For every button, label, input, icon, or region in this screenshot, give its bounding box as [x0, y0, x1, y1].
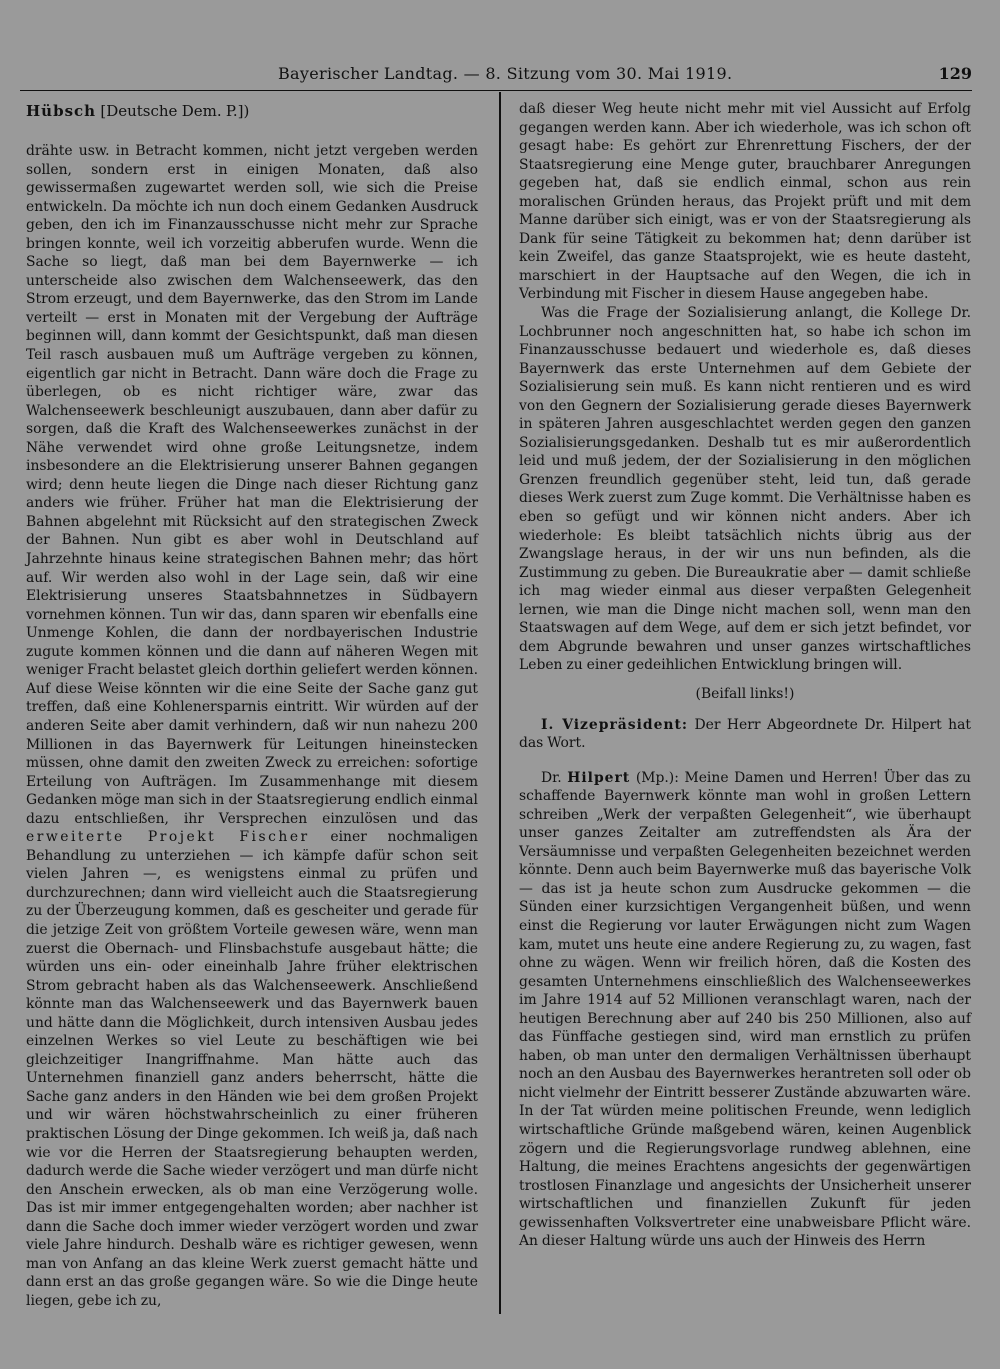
header-title: Bayerischer Landtag. — 8. Sitzung vom 30. Mai 1919.: [278, 64, 733, 83]
body-text-part-2: einer nochmaligen Behandlung zu unterziehen — ich kämpfe dafür schon seit vielen Jahren —, es wenigstens einmal zu prüfen und durchzurechnen; dann wird vielleicht auch die Staatsregierung zu der Überzeugung kommen, daß es gescheiter und gerade für die jetzige Zeit von größtem Vorteile gewesen wäre, wenn man zuerst die Obernach- und Flinsbachstufe ausgebaut hätte; die würden uns ein- oder eineinhalb Jahre früher elektrischen Strom gebracht haben als das Walchenseewerk. Anschließend könnte man das Walchenseewerk und das Bayernwerk bauen und hätte dann die Möglichkeit, durch intensiven Ausbau jedes einzelnen Werkes so viel Leute zu beschäftigen wie bei gleichzeitiger Inangriffnahme. Man hätte auch das Unternehmen finanziell ganz anders beherrscht, hätte die Sache ganz anders in den Händen wie bei dem großen Projekt und wir wären höchstwahrscheinlich zu einer früheren praktischen Lösung der Dinge gekommen. Ich weiß ja, daß nach wie vor die Herren der Staatsregierung behaupten werden, dadurch werde die Sache wieder verzögert und man dürfe nicht den Anschein erwecken, als ob man eine Verzögerung wolle. Das ist mir immer entgegengehalten worden; aber nachher ist dann die Sache doch immer wieder verzögert worden und zwar viele Jahre hindurch. Deshalb wäre es richtiger gewesen, wenn man von Anfang an das kleine Werk zuerst gemacht hätte und dann erst an das große gegangen wäre. So wie die Dinge heute liegen, gebe ich zu,: [26, 829, 478, 1309]
vice-president-label: I. Vizepräsident:: [541, 716, 689, 733]
column-divider: [499, 92, 501, 1314]
speaker-party-hilpert: (Mp.):: [635, 769, 679, 786]
speech-hilpert: [519, 769, 971, 1251]
page-number: 129: [938, 64, 972, 83]
applause-note: (Beifall links!): [695, 685, 795, 702]
body-paragraph: [26, 142, 478, 1310]
paragraph-socialization-part-2: mag wieder einmal aus dieser verpaßten Gelegenheit lernen, wie man die Dinge nicht machen soll, wenn man den Staatswagen auf dem Wege, auf dem er sich jetzt befindet, vor dem Abgrunde bewahren und unser ganzes wirtschaftliches Leben zu einer gedeihlichen Entwicklung bringen will.: [519, 583, 971, 674]
speaker-name: Hübsch: [26, 102, 97, 120]
vice-president-text: Der Herr Abgeordnete Dr. Hilpert hat das Wort.: [519, 716, 971, 752]
right-column: [519, 100, 971, 1251]
page-header: [20, 62, 972, 91]
speaker-heading: [26, 100, 478, 122]
speaker-title: Dr.: [541, 769, 562, 786]
vice-president-statement: [519, 716, 971, 753]
paragraph-socialization: [519, 304, 971, 675]
speaker-party: [Deutsche Dem. P.]): [100, 102, 250, 120]
spaced-phrase: erweiterte Projekt Fischer: [26, 829, 310, 846]
paragraph-continued: daß dieser Weg heute nicht mehr mit viel Aussicht auf Erfolg gegangen werden kann. Aber ich wiederhole, was ich schon oft gesagt habe: Es gehört zur Ehrenrettung Fischers, der der Staatsregierung eine Menge guter, brauchbarer Anregungen gegeben hat, daß sie endlich einmal, schon aus rein moralischen Gründen heraus, das Projekt prüft und mit dem Manne darüber sich einigt, was er von der Staatsregierung als Dank für seine Tätigkeit zu bekommen hat; denn darüber ist kein Zweifel, das ganze Staatsprojekt, wie es heute dasteht, marschiert in der Hauptsache auf den Wegen, die ich in Verbindung mit Fischer in diesem Hause angegeben habe.: [519, 101, 971, 303]
paragraph-socialization-part-1: Was die Frage der Sozialisierung anlangt, die Kollege Dr. Lochbrunner noch angeschnitten hat, so habe ich schon im Finanzausschusse bedauert und wiederhole es, daß dieses Bayernwerk das erste Unternehmen auf dem Gebiete der Sozialisierung sein muß. Es kann nicht rentieren und es wird von den Gegnern der Sozialisierung gerade dieses Bayernwerk in späteren Jahren ausgeschlachtet werden gegen den ganzen Sozialisierungsgedanken. Deshalb tut es mir außerordentlich leid und muß jedem, der der Sozialisierung in den möglichen Grenzen freundlich gegenüber steht, leid tun, daß gerade dieses Werk zuerst zum Zuge kommt. Die Verhältnisse haben es eben so gefügt und wir können nicht anders. Aber ich wiederhole: Es bleibt tatsächlich nichts übrig aus der Zwangslage heraus, in der wir uns nun befinden, als die Zustimmung zu geben. Die Bureaukratie aber — damit schließe ich: [519, 305, 971, 600]
speech-text: Meine Damen und Herren! Über das zu schaffende Bayernwerk könnte man wohl in großen Lettern schreiben „Werk der verpaßten Gelegenheit“, wie überhaupt unser ganzes Zeitalter am zutreffendsten als Ära der Versäumnisse und verpaßten Gelegenheiten bezeichnet werden könnte. Denn auch beim Bayernwerke muß das bayerische Volk — das ist ja heute schon zum Ausdrucke gekommen — die Sünden einer kurzsichtigen Vergangenheit büßen, und wenn einst die Regierung vor lauter Erwägungen nicht zum Wagen kam, mutet uns heute eine andere Regierung zu, zu wagen, fast ohne zu wägen. Wenn wir freilich hören, daß die Kosten des gesamten Unternehmens einschließlich des Walchenseewerkes im Jahre 1914 auf 52 Millionen veranschlagt waren, nach der heutigen Berechnung aber auf 240 bis 250 Millionen, also auf das Fünffache gestiegen sind, wird man ernstlich zu prüfen haben, ob man unter den dermaligen Verhältnissen überhaupt noch an den Ausbau des Bayernwerkes herantreten soll oder ob nicht vielmehr der Eintritt besserer Zustände abzuwarten wäre. In der Tat würden meine politischen Freunde, wenn lediglich wirtschaftliche Gründe maßgebend wären, keinen Augenblick zögern und die Regierungsvorlage rundweg ablehnen, eine Haltung, die meines Erachtens angesichts der gegenwärtigen trostlosen Finanzlage und angesichts der Unsicherheit unserer wirtschaftlichen und finanziellen Zukunft für jeden gewissenhaften Volksvertreter eine unabweisbare Pflicht wäre. An dieser Haltung würde uns auch der Hinweis des Herrn: [519, 769, 971, 1250]
left-column: [26, 100, 478, 1310]
speaker-name-hilpert: Hilpert: [567, 769, 631, 786]
body-text-part-1: drähte usw. in Betracht kommen, nicht jetzt vergeben werden sollen, sondern erst in einigen Monaten, daß also gewissermaßen zugewartet werden soll, wie sich die Preise entwickeln. Da möchte ich nun doch einem Gedanken Ausdruck geben, den ich im Finanzausschusse nicht mehr zur Sprache bringen konnte, weil ich vorzeitig abberufen wurde. Wenn die Sache so liegt, daß man bei dem Bayernwerke — ich unterscheide also zwischen dem Walchenseewerk, das den Strom erzeugt, und dem Bayernwerke, das den Strom im Lande verteilt — erst in Monaten mit der Vergebung der Aufträge beginnen will, dann kommt der Gesichtspunkt, daß man diesen Teil rasch ausbauen muß um Aufträge vergeben zu können, eigentlich gar nicht in Betracht. Dann wäre doch die Frage zu überlegen, ob es nicht richtiger wäre, zwar das Walchenseewerk beschleunigt auszubauen, dann aber dafür zu sorgen, daß die Kraft des Walchenseewerkes zunächst in der Nähe verwendet wird ohne große Leitungsnetze, indem insbesondere an die Elektrisierung unserer Bahnen gegangen wird; denn heute liegen die Dinge nach dieser Richtung ganz anders wie früher. Früher hat man die Elektrisierung der Bahnen abgelehnt mit Rücksicht auf den strategischen Zweck der Bahnen. Nun gibt es aber wohl in Deutschland auf Jahrzehnte hinaus keine strategischen Bahnen mehr; das hört auf. Wir werden also wohl in der Lage sein, daß wir eine Elektrisierung unseres Staatsbahnnetzes in Südbayern vornehmen können. Tun wir das, dann sparen wir ebenfalls eine Unmenge Kohlen, die dann der nordbayerischen Industrie zugute kommen können und die dann auf näheren Wegen mit weniger Fracht belastet gleich dorthin geliefert werden können. Auf diese Weise könnten wir die eine Seite der Sache ganz gut treffen, daß eine Kohlenersparnis eintritt. Wir würden auf der anderen Seite aber damit verhindern, daß wir nun nahezu 200 Millionen in das Bayernwerk für Leitungen hineinstecken müssen, ohne damit den zweiten Zweck zu erreichen: sofortige Erteilung von Aufträgen. Im Zusammenhange mit diesem Gedanken möge man sich in der Staatsregierung endlich einmal dazu entschließen, ihr Versprechen einzulösen und das: [26, 143, 478, 827]
